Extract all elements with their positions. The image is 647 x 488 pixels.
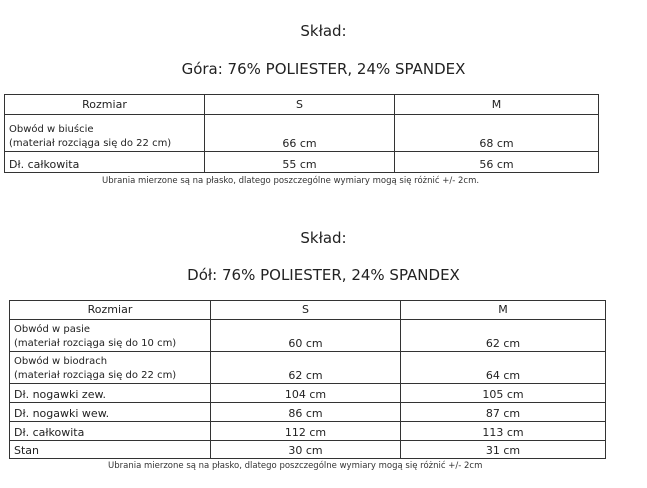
top-size-table bbox=[4, 94, 599, 173]
bottom-size-table bbox=[9, 300, 606, 459]
header-m: M bbox=[395, 95, 599, 115]
header-s: S bbox=[211, 301, 401, 320]
table-row bbox=[10, 441, 606, 459]
value-m: 87 cm bbox=[401, 403, 606, 422]
bottom-heading: Skład: bbox=[300, 229, 347, 247]
table-row bbox=[10, 403, 606, 422]
row-label-line1: Obwód w pasie bbox=[14, 324, 91, 335]
row-label-line2: (materiał rozciąga się do 22 cm) bbox=[14, 370, 177, 381]
table-header-row bbox=[10, 301, 606, 320]
top-measurement-note: Ubrania mierzone są na płasko, dlatego poszczególne wymiary mogą się różnić +/- 2cm. bbox=[102, 176, 480, 186]
value-s: 62 cm bbox=[211, 352, 401, 384]
value-s: 66 cm bbox=[205, 115, 395, 152]
row-label: Dł. nogawki zew. bbox=[10, 384, 211, 403]
header-size: Rozmiar bbox=[10, 301, 211, 320]
bottom-measurement-note: Ubrania mierzone są na płasko, dlatego poszczególne wymiary mogą się różnić +/- 2cm bbox=[108, 461, 483, 471]
value-s: 86 cm bbox=[211, 403, 401, 422]
row-label-line1: Obwód w biuście bbox=[9, 124, 94, 135]
top-composition: Góra: 76% POLIESTER, 24% SPANDEX bbox=[181, 60, 466, 78]
row-label: Dł. całkowita bbox=[10, 422, 211, 441]
row-label: Dł. nogawki wew. bbox=[10, 403, 211, 422]
row-label bbox=[10, 320, 211, 352]
table-header-row bbox=[5, 95, 599, 115]
value-s: 30 cm bbox=[211, 441, 401, 459]
value-m: 64 cm bbox=[401, 352, 606, 384]
table-row bbox=[10, 422, 606, 441]
table-row bbox=[10, 320, 606, 352]
value-s: 104 cm bbox=[211, 384, 401, 403]
value-m: 62 cm bbox=[401, 320, 606, 352]
header-m: M bbox=[401, 301, 606, 320]
row-label-line1: Obwód w biodrach bbox=[14, 356, 108, 367]
table-row bbox=[5, 115, 599, 152]
value-m: 113 cm bbox=[401, 422, 606, 441]
value-s: 55 cm bbox=[205, 152, 395, 173]
row-label: Dł. całkowita bbox=[5, 152, 205, 173]
value-m: 68 cm bbox=[395, 115, 599, 152]
value-m: 56 cm bbox=[395, 152, 599, 173]
row-label bbox=[5, 115, 205, 152]
row-label-line2: (materiał rozciąga się do 10 cm) bbox=[14, 338, 177, 349]
value-m: 31 cm bbox=[401, 441, 606, 459]
value-s: 60 cm bbox=[211, 320, 401, 352]
row-label bbox=[10, 352, 211, 384]
row-label: Stan bbox=[10, 441, 211, 459]
table-row bbox=[10, 384, 606, 403]
table-row bbox=[5, 152, 599, 173]
header-s: S bbox=[205, 95, 395, 115]
row-label-line2: (materiał rozciąga się do 22 cm) bbox=[9, 138, 172, 149]
bottom-composition: Dół: 76% POLIESTER, 24% SPANDEX bbox=[187, 266, 460, 284]
header-size: Rozmiar bbox=[5, 95, 205, 115]
top-heading: Skład: bbox=[300, 22, 347, 40]
table-row bbox=[10, 352, 606, 384]
value-m: 105 cm bbox=[401, 384, 606, 403]
value-s: 112 cm bbox=[211, 422, 401, 441]
